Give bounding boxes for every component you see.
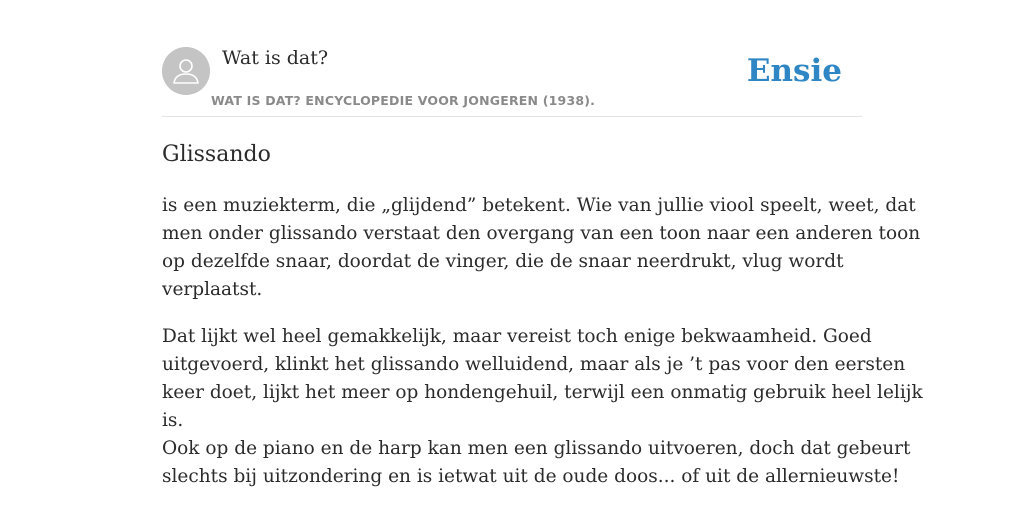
article-title: Glissando [162,142,271,167]
author-avatar[interactable] [162,47,210,95]
paragraph-line: Ook op de piano en de harp kan men een glissando uitvoeren, doch dat gebeurt [162,438,911,459]
paragraph-line: is een muziekterm, die „glijdend” betekent. Wie van jullie viool speelt, weet, dat [162,195,916,216]
paragraph-line: uitgevoerd, klinkt het glissando welluidend, maar als je ’t pas voor den eersten [162,354,906,375]
paragraph-line: keer doet, lijkt het meer op hondengehuil, terwijl een onmatig gebruik heel lelijk [162,382,923,403]
paragraph-line: slechts bij uitzondering en is ietwat uit de oude doos... of uit de allernieuwste! [162,466,900,487]
paragraph-line: is. [162,410,184,431]
article-header [162,46,862,117]
author-name[interactable]: Wat is dat? [222,47,329,69]
paragraph-line: Dat lijkt wel heel gemakkelijk, maar vereist toch enige bekwaamheid. Goed [162,326,872,347]
user-silhouette-icon [162,47,210,95]
brand-logo[interactable]: Ensie [746,53,842,89]
article-paragraph [162,192,921,304]
article-body [162,192,923,510]
paragraph-line: op dezelfde snaar, doordat de vinger, die de snaar neerdrukt, vlug wordt [162,251,844,272]
source-citation[interactable]: WAT IS DAT? ENCYCLOPEDIE VOOR JONGEREN (1938). [211,93,596,108]
paragraph-line: men onder glissando verstaat den overgang van een toon naar een anderen toon [162,223,921,244]
paragraph-line: verplaatst. [162,279,263,300]
article-paragraph [162,323,923,491]
